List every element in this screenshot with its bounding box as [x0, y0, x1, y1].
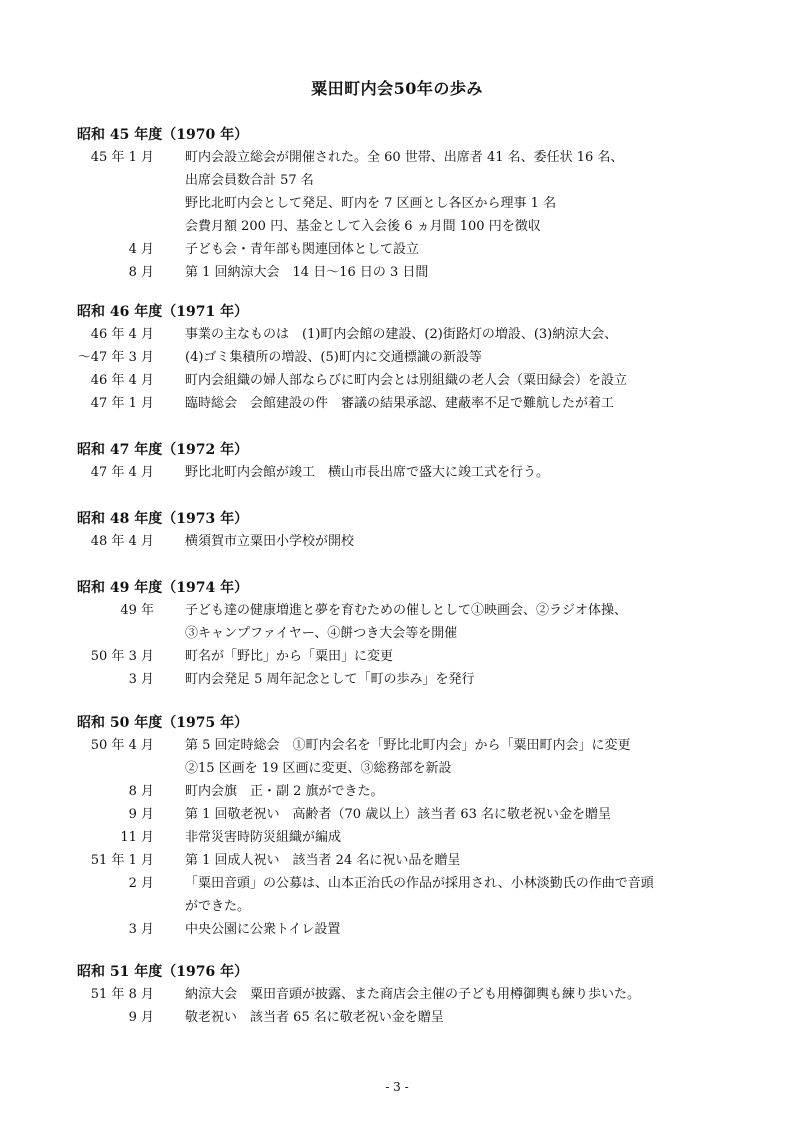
history-entry	[0, 347, 794, 369]
history-entry	[0, 804, 794, 826]
entry-text: 会費月額 200 円、基金として入会後 6 ヵ月間 100 円を徴収	[185, 219, 541, 234]
history-entry	[0, 919, 794, 941]
entry-text: 第 5 回定時総会 ①町内会名を「野比北町内会」から「粟田町内会」に変更	[185, 738, 631, 753]
history-entry	[0, 758, 794, 780]
history-entry	[0, 324, 794, 346]
entry-date: 8 月	[128, 265, 154, 280]
entry-text: 町内会設立総会が開催された。全 60 世帯、出席者 41 名、委任状 16 名、	[185, 150, 624, 165]
entry-text: (4)ゴミ集積所の増設、(5)町内に交通標識の新設等	[185, 350, 482, 365]
entry-text: 子ども達の健康増進と夢を育むための催しとして①映画会、②ラジオ体操、	[185, 603, 628, 618]
entry-date: 51 年 8 月	[90, 987, 154, 1002]
history-entry	[0, 239, 794, 261]
entry-text: 事業の主なものは (1)町内会館の建設、(2)街路灯の増設、(3)納涼大会、	[185, 327, 618, 342]
entry-text: ③キャンプファイヤー、④餅つき大会等を開催	[185, 626, 458, 641]
entry-text: 臨時総会 会館建設の件 審議の結果承認、建蔽率不足で難航したが着工	[185, 396, 615, 411]
page-title: 粟田町内会50年の歩み	[311, 79, 483, 98]
history-entry	[0, 850, 794, 872]
history-entry	[0, 646, 794, 668]
entry-date: 8 月	[128, 784, 154, 799]
history-entry	[0, 531, 794, 553]
entry-text: 第 1 回成人祝い 該当者 24 名に祝い品を贈呈	[185, 853, 461, 868]
history-entry	[0, 193, 794, 215]
history-entry	[0, 781, 794, 803]
entry-text: 非常災害時防災組織が編成	[185, 830, 342, 845]
history-entry	[0, 600, 794, 622]
entry-text: 子ども会・青年部も関連団体として設立	[185, 242, 420, 257]
history-entry	[0, 147, 794, 169]
entry-date: 2 月	[128, 876, 154, 891]
entry-date: 48 年 4 月	[90, 534, 154, 549]
entry-date: 45 年 1 月	[90, 150, 154, 165]
entry-date: 47 年 1 月	[90, 396, 154, 411]
section-heading: 昭和 49 年度（1974 年）	[77, 580, 249, 596]
section-heading: 昭和 48 年度（1973 年）	[77, 511, 249, 527]
history-entry	[0, 1007, 794, 1029]
entry-date: 46 年 4 月	[90, 373, 154, 388]
history-entry	[0, 262, 794, 284]
entry-date: ～47 年 3 月	[77, 350, 154, 365]
history-entry	[0, 216, 794, 238]
section-heading: 昭和 46 年度（1971 年）	[77, 304, 249, 320]
entry-date: 50 年 3 月	[90, 649, 154, 664]
entry-text: 町内会発足 5 周年記念として「町の歩み」を発行	[185, 672, 475, 687]
entry-date: 11 月	[120, 830, 154, 845]
history-entry	[0, 984, 794, 1006]
entry-date: 47 年 4 月	[90, 465, 154, 480]
history-entry	[0, 735, 794, 757]
history-entry	[0, 170, 794, 192]
history-entry	[0, 896, 794, 918]
history-entry	[0, 462, 794, 484]
entry-text: 第 1 回敬老祝い 高齢者（70 歳以上）該当者 63 名に敬老祝い金を贈呈	[185, 807, 612, 822]
entry-date: 9 月	[128, 1010, 154, 1025]
entry-text: 町名が「野比」から「粟田」に変更	[185, 649, 394, 664]
history-entry	[0, 827, 794, 849]
section-heading: 昭和 45 年度（1970 年）	[77, 127, 249, 143]
entry-text: ②15 区画を 19 区画に変更、③総務部を新設	[185, 761, 452, 776]
entry-date: 3 月	[128, 672, 154, 687]
entry-text: 町内会旗 正・副 2 旗ができた。	[185, 784, 384, 799]
history-entry	[0, 669, 794, 691]
section-heading: 昭和 47 年度（1972 年）	[77, 442, 249, 458]
section-heading: 昭和 50 年度（1975 年）	[77, 715, 249, 731]
entry-text: 中央公園に公衆トイレ設置	[185, 922, 341, 937]
history-entry	[0, 873, 794, 895]
entry-text: ができた。	[185, 899, 251, 914]
entry-text: 野比北町内会として発足、町内を 7 区画とし各区から理事 1 名	[185, 196, 557, 211]
entry-text: 敬老祝い 該当者 65 名に敬老祝い金を贈呈	[185, 1010, 444, 1025]
entry-text: 第 1 回納涼大会 14 日～16 日の 3 日間	[185, 265, 429, 280]
entry-text: 町内会組織の婦人部ならびに町内会とは別組織の老人会（粟田緑会）を設立	[185, 373, 628, 388]
entry-date: 49 年	[120, 603, 154, 618]
entry-date: 4 月	[128, 242, 154, 257]
history-entry	[0, 623, 794, 645]
entry-text: 納涼大会 粟田音頭が披露、また商店会主催の子ども用樽御輿も練り歩いた。	[185, 987, 641, 1002]
entry-text: 「粟田音頭」の公募は、山本正治氏の作品が採用され、小林淡勤氏の作曲で音頭	[185, 876, 654, 891]
entry-date: 9 月	[128, 807, 154, 822]
history-entry	[0, 393, 794, 415]
section-heading: 昭和 51 年度（1976 年）	[77, 964, 249, 980]
entry-date: 46 年 4 月	[90, 327, 154, 342]
entry-text: 出席会員数合計 57 名	[185, 173, 314, 188]
page-number: - 3 -	[385, 1080, 409, 1094]
entry-date: 50 年 4 月	[90, 738, 154, 753]
entry-text: 横須賀市立粟田小学校が開校	[185, 534, 355, 549]
entry-date: 3 月	[128, 922, 154, 937]
entry-text: 野比北町内会館が竣工 横山市長出席で盛大に竣工式を行う。	[185, 465, 550, 480]
entry-date: 51 年 1 月	[90, 853, 154, 868]
history-entry	[0, 370, 794, 392]
